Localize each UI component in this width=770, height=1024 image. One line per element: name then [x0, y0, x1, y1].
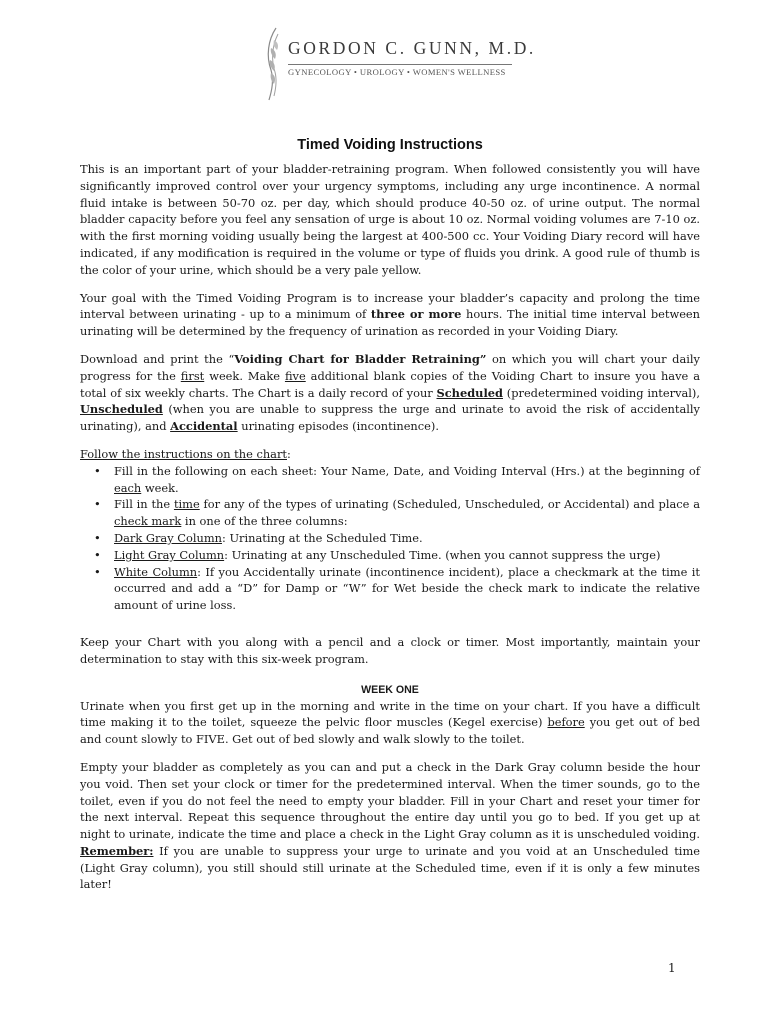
- bullet-icon: •: [94, 564, 101, 579]
- keep-chart-paragraph: Keep your Chart with you along with a pencil and a clock or timer. Most importantly, maintain your determination to stay with this six-week program.: [80, 634, 700, 666]
- unscheduled-term: Unscheduled: [80, 402, 163, 417]
- text-run: Download and print the “: [80, 351, 235, 366]
- week-one-paragraph-2: [80, 759, 700, 893]
- bullet-icon: •: [94, 547, 101, 562]
- emphasis-three-or-more: three or more: [370, 307, 462, 322]
- text-run: (when you are unable to suppress the urge and urinate to avoid the risk of accidentally urinating), and: [80, 402, 700, 434]
- scheduled-term: Scheduled: [436, 385, 503, 400]
- wheat-logo-icon: [262, 26, 286, 102]
- text-run: on which you will chart your daily progress for the: [80, 351, 700, 383]
- list-item: [94, 547, 700, 564]
- underlined-check-mark: check mark: [114, 514, 182, 529]
- light-gray-column-label: Light Gray Column: [114, 547, 225, 562]
- text-run: in one of the three columns:: [181, 514, 348, 529]
- text-run: hours. The initial time interval between urinating will be determined by the frequency of urination as recorded in your Voiding Diary.: [80, 307, 701, 339]
- page-number: 1: [668, 961, 676, 975]
- week-one-paragraph-1: [80, 698, 700, 748]
- text-run: :: [287, 446, 291, 461]
- list-item: [94, 564, 700, 614]
- underlined-first: first: [180, 368, 205, 383]
- remember-emphasis: Remember:: [80, 843, 154, 858]
- text-run: Fill in the: [114, 497, 174, 512]
- underlined-before: before: [547, 715, 585, 730]
- page-title: Timed Voiding Instructions: [297, 137, 483, 153]
- download-paragraph: [80, 351, 700, 435]
- underlined-five: five: [284, 368, 306, 383]
- week-one-heading: WEEK ONE: [361, 683, 419, 696]
- text-run: (predetermined voiding interval),: [503, 385, 700, 400]
- text-run: for any of the types of urinating (Scheduled, Unscheduled, or Accidental) and place a: [199, 497, 700, 512]
- text-run: Fill in the following on each sheet: Your Name, Date, and Voiding Interval (Hrs.) at the beginning of: [114, 463, 700, 478]
- accidental-term: Accidental: [170, 419, 238, 434]
- document-body: [80, 137, 700, 893]
- list-item: [94, 463, 700, 497]
- text-run: week. Make: [204, 368, 285, 383]
- chart-name-emphasis: Voiding Chart for Bladder Retraining”: [234, 351, 487, 366]
- bullet-icon: •: [94, 463, 101, 478]
- text-run: week.: [141, 480, 179, 495]
- text-run: Empty your bladder as completely as you can and put a check in the Dark Gray column beside the hour you void. Then set your clock or timer for the predetermined interval. When the timer sounds, go to the toilet, even if you do not feel the need to empty your bladder. Fill in your Chart and reset your timer for the next interval. Repeat this sequence throughout the entire day until you go to bed. If you get up at night to urinate, indicate the time and place a check in the Light Gray column as it is unscheduled voiding.: [80, 759, 700, 842]
- text-run: you get out of bed and count slowly to FIVE. Get out of bed slowly and walk slowly to the toilet.: [80, 715, 700, 747]
- brand-name: GORDON C. GUNN, M.D.: [288, 38, 536, 58]
- text-run: : Urinating at any Unscheduled Time. (when you cannot suppress the urge): [224, 547, 661, 562]
- underlined-each: each: [114, 480, 142, 495]
- brand-divider: [288, 64, 512, 65]
- bullet-icon: •: [94, 497, 101, 512]
- text-run: If you are unable to suppress your urge to urinate and you void at an Unscheduled time (Light Gray column), you still should still urinate at the Scheduled time, even if it is only a few minutes later!: [80, 843, 700, 892]
- text-run: : If you Accidentally urinate (incontinence incident), place a checkmark at the time it occurred and add a “D” for Damp or “W” for Wet beside the check mark to indicate the relative amount of urine loss.: [114, 564, 700, 613]
- dark-gray-column-label: Dark Gray Column: [114, 530, 222, 545]
- instructions-heading: [80, 446, 700, 463]
- brand-subtitle: GYNECOLOGY • UROLOGY • WOMEN'S WELLNESS: [288, 67, 506, 77]
- text-run: Urinate when you first get up in the morning and write in the time on your chart. If you have a difficult time making it to the toilet, squeeze the pelvic floor muscles (Kegel exercise): [80, 698, 700, 730]
- goal-paragraph: [80, 290, 700, 340]
- underlined-time: time: [173, 497, 200, 512]
- bullet-icon: •: [94, 530, 101, 545]
- text-run: additional blank copies of the Voiding Chart to insure you have a total of six weekly charts. The Chart is a daily record of your: [80, 368, 700, 400]
- instructions-list: [80, 463, 700, 614]
- text-run: : Urinating at the Scheduled Time.: [221, 530, 423, 545]
- instructions-heading-text: Follow the instructions on the chart: [80, 446, 287, 461]
- intro-paragraph: This is an important part of your bladder-retraining program. When followed consistently you will have significantly improved control over your urgency symptoms, including any urge incontinence. A normal fluid intake is between 50-70 oz. per day, which should produce 40-50 oz. of urine output. The normal bladder capacity before you feel any sensation of urge is about 10 oz. Normal voiding volumes are 7-10 oz. with the first morning voiding usually being the largest at 400-500 cc. Your Voiding Diary record will have indicated, if any modification is required in the volume or type of fluids you drink. A good rule of thumb is the color of your urine, which should be a very pale yellow.: [80, 162, 700, 277]
- text-run: Your goal with the Timed Voiding Program is to increase your bladder’s capacity and prolong the time interval between urinating - up to a minimum of: [80, 290, 700, 322]
- letterhead: [262, 26, 536, 104]
- white-column-label: White Column: [114, 564, 198, 579]
- text-run: urinating episodes (incontinence).: [237, 419, 439, 434]
- list-item: [94, 530, 700, 547]
- list-item: [94, 496, 700, 530]
